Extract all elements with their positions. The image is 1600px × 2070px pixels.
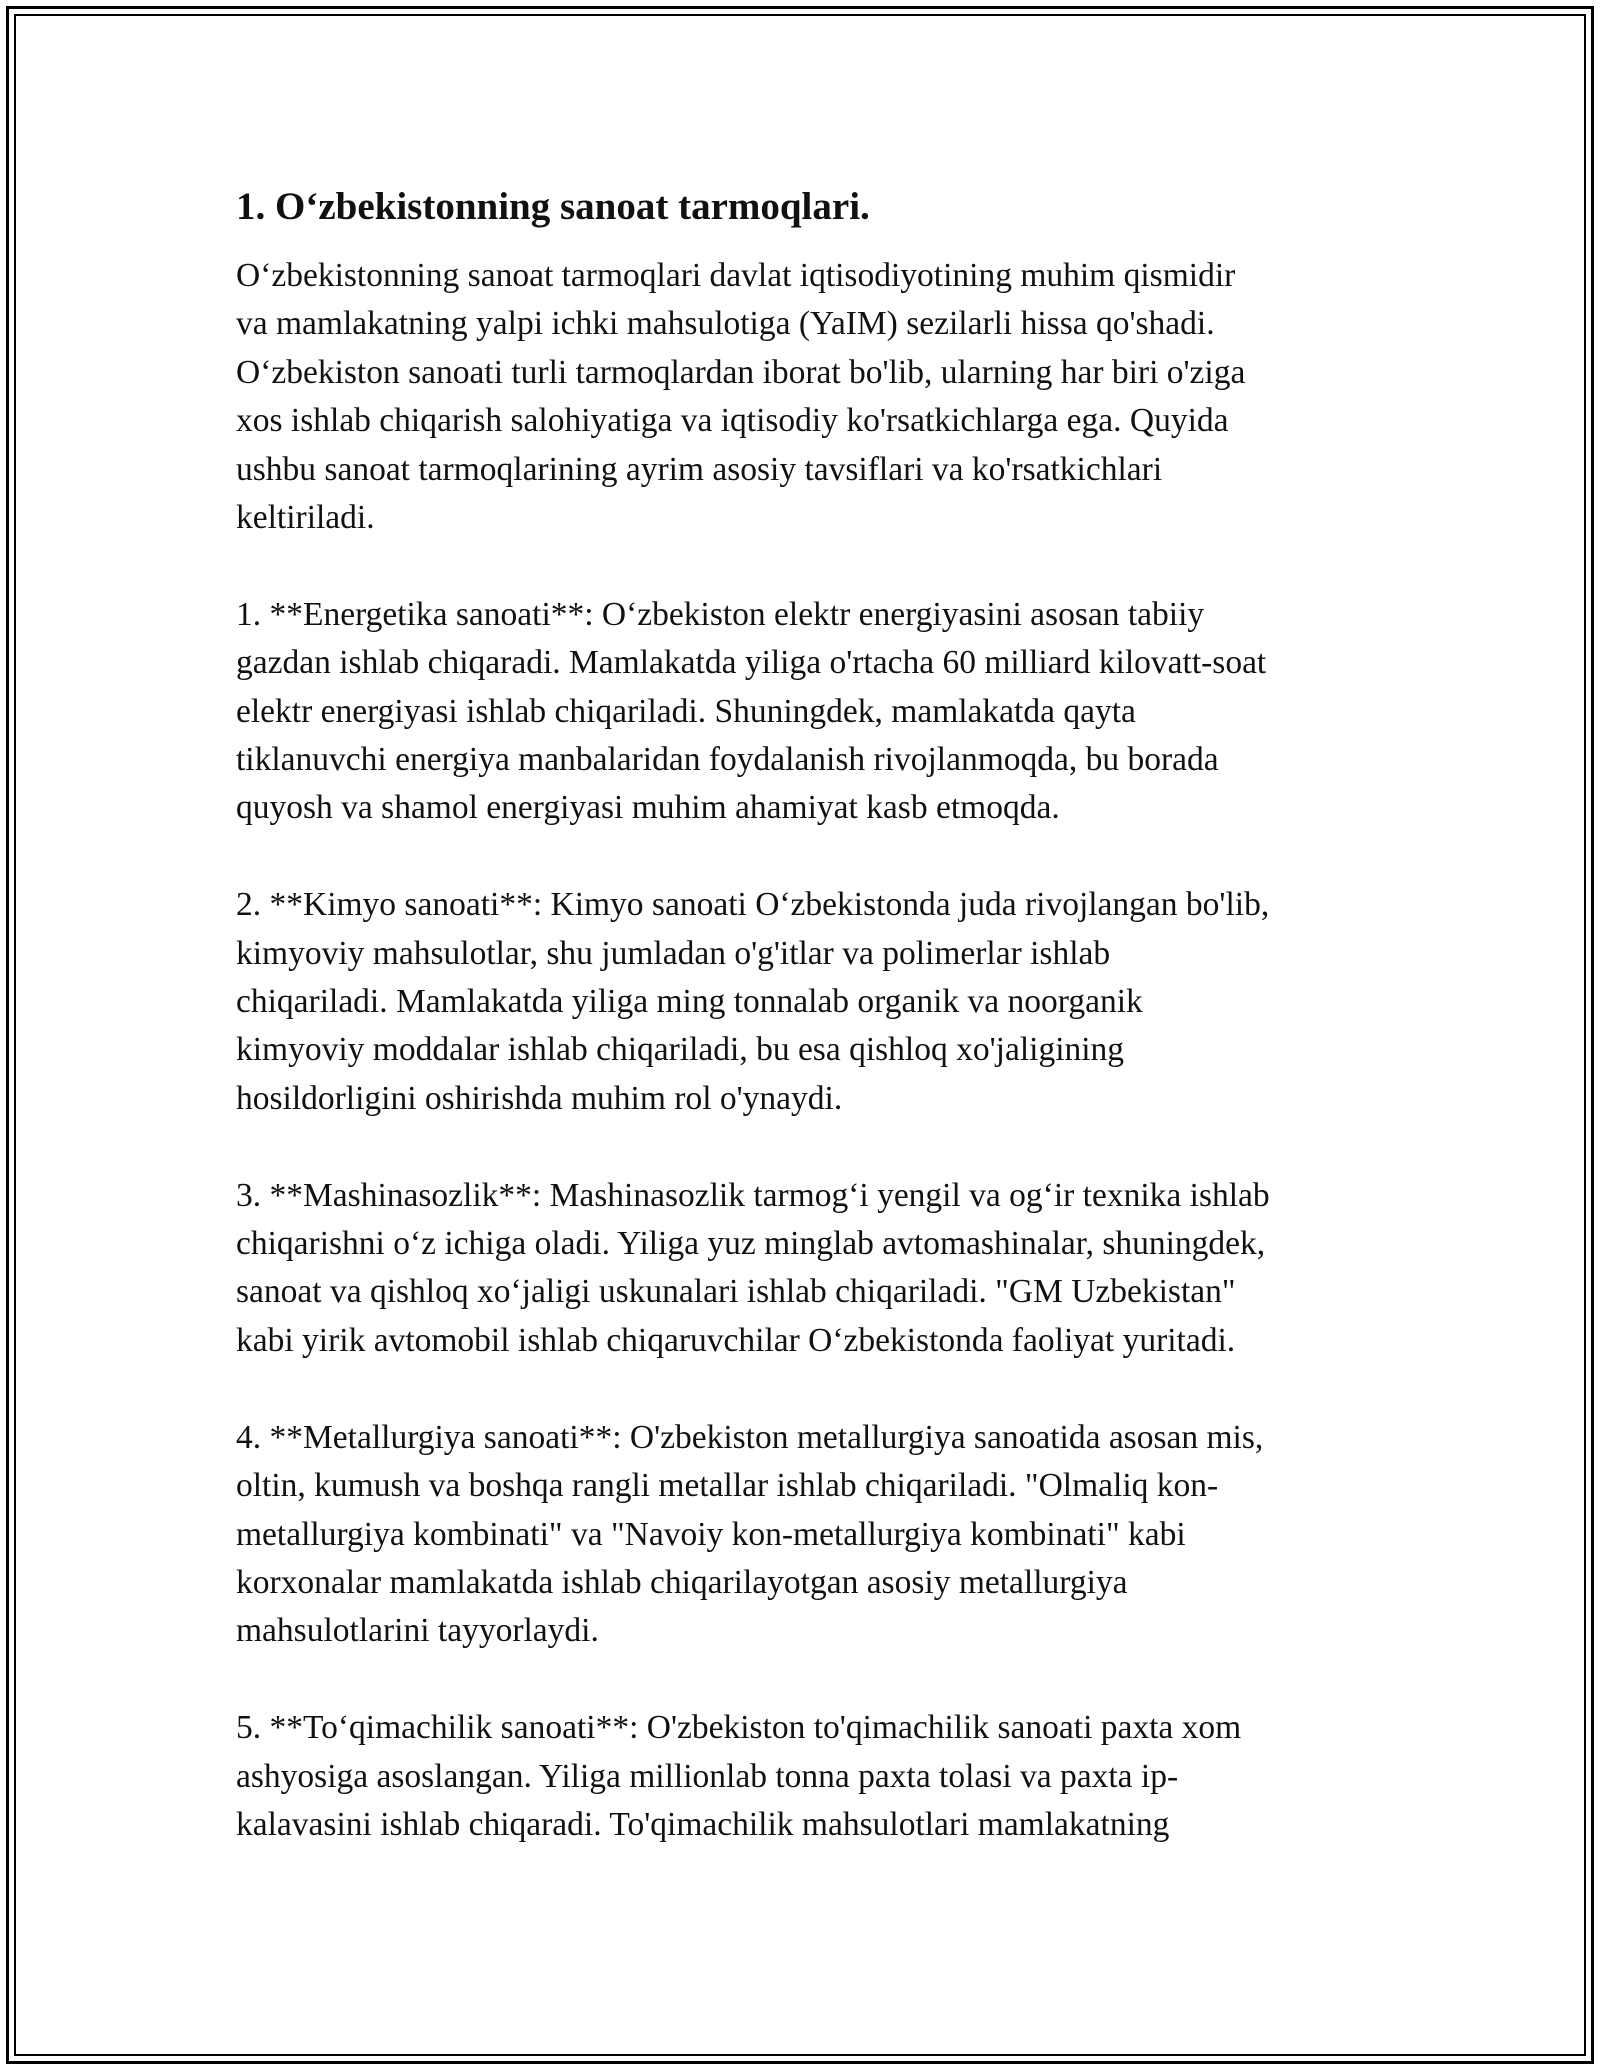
paragraph-kimyo [236,881,1386,1123]
text-line: 3. **Mashinasozlik**: Mashinasozlik tarmog‘i yengil va og‘ir texnika ishlab [236,1176,1270,1214]
text-line: metallurgiya kombinati" va "Navoiy kon-metallurgiya kombinati" kabi [236,1515,1186,1553]
paragraph-toqimachilik [236,1704,1386,1849]
paragraph-intro [236,252,1386,542]
text-line: O‘zbekiston sanoati turli tarmoqlardan iborat bo'lib, ularning har biri o'ziga [236,353,1246,391]
text-line: elektr energiyasi ishlab chiqariladi. Shuningdek, mamlakatda qayta [236,692,1136,730]
text-line: xos ishlab chiqarish salohiyatiga va iqtisodiy ko'rsatkichlarga ega. Quyida [236,402,1229,440]
text-line: hosildorligini oshirishda muhim rol o'ynaydi. [236,1079,843,1117]
text-line: keltiriladi. [236,499,375,537]
text-line: O‘zbekistonning sanoat tarmoqlari davlat iqtisodiyotining muhim qismidir [236,257,1236,294]
text-line: quyosh va shamol energiyasi muhim ahamiyat kasb etmoqda. [236,789,1060,827]
text-line: korxonalar mamlakatda ishlab chiqarilayotgan asosiy metallurgiya [236,1563,1128,1601]
text-line: va mamlakatning yalpi ichki mahsulotiga (YaIM) sezilarli hissa qo'shadi. [236,305,1215,343]
text-line: kabi yirik avtomobil ishlab chiqaruvchilar O‘zbekistonda faoliyat yuritadi. [236,1321,1236,1359]
text-line: chiqarishni o‘z ichiga oladi. Yiliga yuz minglab avtomashinalar, shuningdek, [236,1225,1266,1263]
text-line: sanoat va qishloq xo‘jaligi uskunalari ishlab chiqariladi. "GM Uzbekistan" [236,1273,1236,1311]
text-line: 2. **Kimyo sanoati**: Kimyo sanoati O‘zbekistonda juda rivojlangan bo'lib, [236,886,1270,924]
text-line: 5. **To‘qimachilik sanoati**: O'zbekiston to'qimachilik sanoati paxta xom [236,1709,1242,1747]
text-line: kimyoviy mahsulotlar, shu jumladan o'g'itlar va polimerlar ishlab [236,934,1111,972]
text-line: kalavasini ishlab chiqaradi. To'qimachilik mahsulotlari mamlakatning [236,1805,1170,1843]
text-line: mahsulotlarini tayyorlaydi. [236,1612,599,1650]
text-line: ushbu sanoat tarmoqlarining ayrim asosiy tavsiflari va ko'rsatkichlari [236,450,1163,488]
text-line: 4. **Metallurgiya sanoati**: O'zbekiston metallurgiya sanoatida asosan mis, [236,1418,1264,1456]
text-line: kimyoviy moddalar ishlab chiqariladi, bu esa qishloq xo'jaligining [236,1031,1125,1069]
paragraph-metallurgiya [236,1414,1386,1656]
paragraph-energetika [236,591,1386,833]
document-body [236,182,1386,1898]
text-line: 1. **Energetika sanoati**: O‘zbekiston elektr energiyasini asosan tabiiy [236,595,1205,633]
document-title: 1. O‘zbekistonning sanoat tarmoqlari. [236,185,870,228]
text-line: oltin, kumush va boshqa rangli metallar ishlab chiqariladi. "Olmaliq kon- [236,1467,1219,1505]
text-line: gazdan ishlab chiqaradi. Mamlakatda yiliga o'rtacha 60 milliard kilovatt-soat [236,644,1267,682]
text-line: tiklanuvchi energiya manbalaridan foydalanish rivojlanmoqda, bu borada [236,741,1219,779]
paragraph-mashinasozlik [236,1172,1386,1366]
text-line: ashyosiga asoslangan. Yiliga millionlab tonna paxta tolasi va paxta ip- [236,1757,1179,1795]
text-line: chiqariladi. Mamlakatda yiliga ming tonnalab organik va noorganik [236,983,1143,1021]
